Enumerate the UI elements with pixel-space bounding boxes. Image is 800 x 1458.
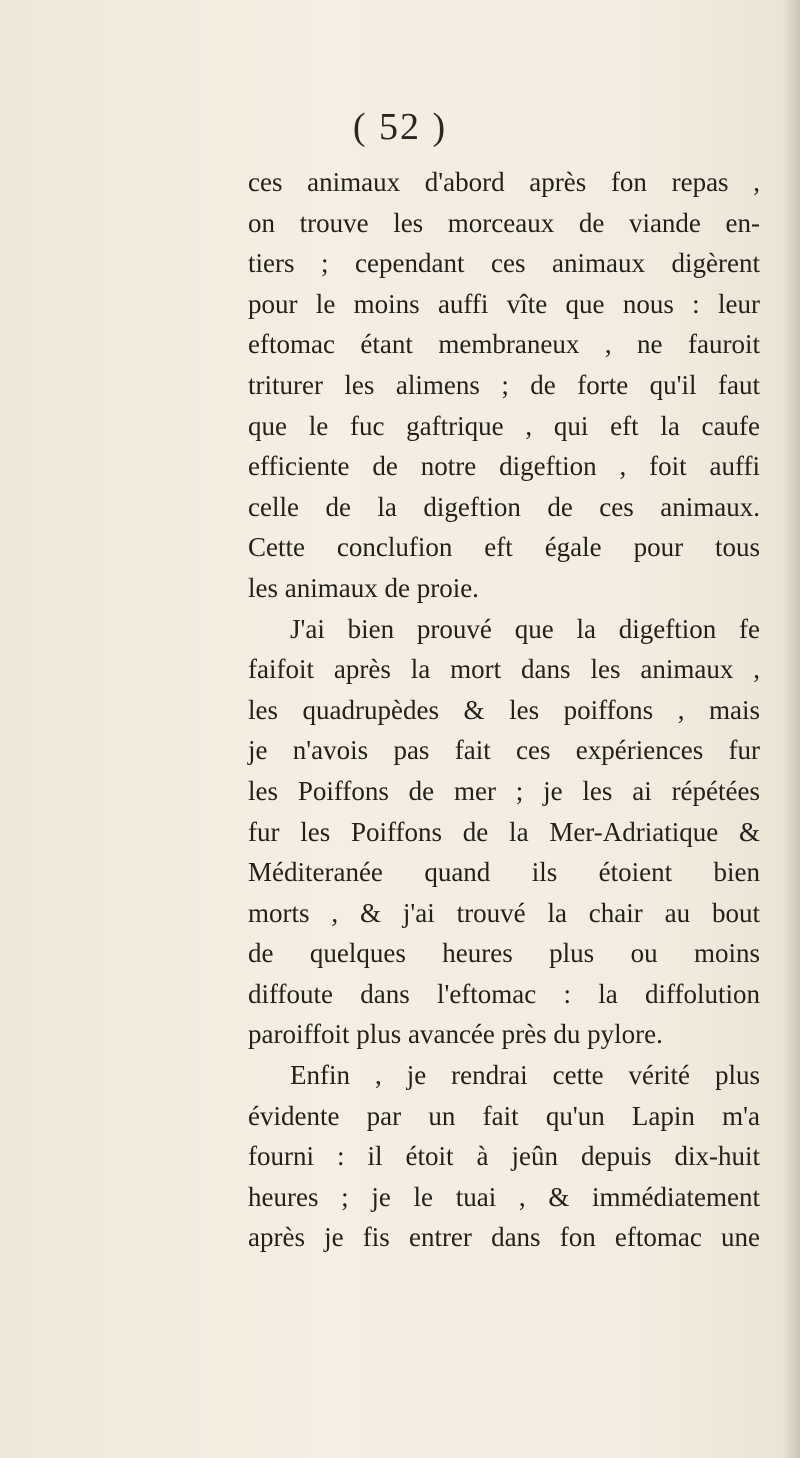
text-line: faifoit après la mort dans les animaux , (248, 654, 760, 685)
text-line: on trouve les morceaux de viande en- (248, 207, 760, 238)
text-line: les Poiffons de mer ; je les ai répétées (248, 775, 760, 806)
text-line: de quelques heures plus ou moins (248, 938, 760, 969)
text-line: tiers ; cependant ces animaux digèrent (248, 248, 760, 279)
text-line: Enfin , je rendrai cette vérité plus (290, 1060, 760, 1091)
text-line: les quadrupèdes & les poiffons , mais (248, 694, 760, 725)
text-line: ces animaux d'abord après fon repas , (248, 167, 760, 197)
text-line: triturer les alimens ; de forte qu'il faut (248, 369, 760, 400)
text-line: heures ; je le tuai , & immédiatement (248, 1181, 760, 1212)
text-line: J'ai bien prouvé que la digeftion fe (290, 613, 760, 644)
text-line: morts , & j'ai trouvé la chair au bout (248, 897, 760, 928)
text-line: après je fis entrer dans fon eftomac une (248, 1222, 760, 1253)
text-line: fur les Poiffons de la Mer-Adriatique & (248, 816, 760, 847)
text-line: eftomac étant membraneux , ne fauroit (248, 329, 760, 360)
text-line: Cette conclufion eft égale pour tous (248, 532, 760, 563)
text-line: les animaux de proie. (248, 572, 479, 603)
page-number: ( 52 ) (352, 106, 448, 148)
text-line: celle de la digeftion de ces animaux. (248, 491, 760, 522)
text-line: je n'avois pas fait ces expériences fur (248, 735, 760, 766)
text-line: Méditeranée quand ils étoient bien (248, 857, 760, 888)
text-line: efficiente de notre digeftion , foit auffi (248, 451, 760, 482)
text-line: que le fuc gaftrique , qui eft la caufe (248, 410, 760, 441)
text-line: paroiffoit plus avancée près du pylore. (248, 1019, 663, 1050)
body-text (248, 162, 760, 1258)
text-line: évidente par un fait qu'un Lapin m'a (248, 1100, 760, 1131)
text-line: diffoute dans l'eftomac : la diffolution (248, 978, 760, 1009)
text-line: fourni : il étoit à jeûn depuis dix-huit (248, 1141, 760, 1172)
text-line: pour le moins auffi vîte que nous : leur (248, 288, 760, 319)
page-edge-shadow (782, 0, 800, 1458)
